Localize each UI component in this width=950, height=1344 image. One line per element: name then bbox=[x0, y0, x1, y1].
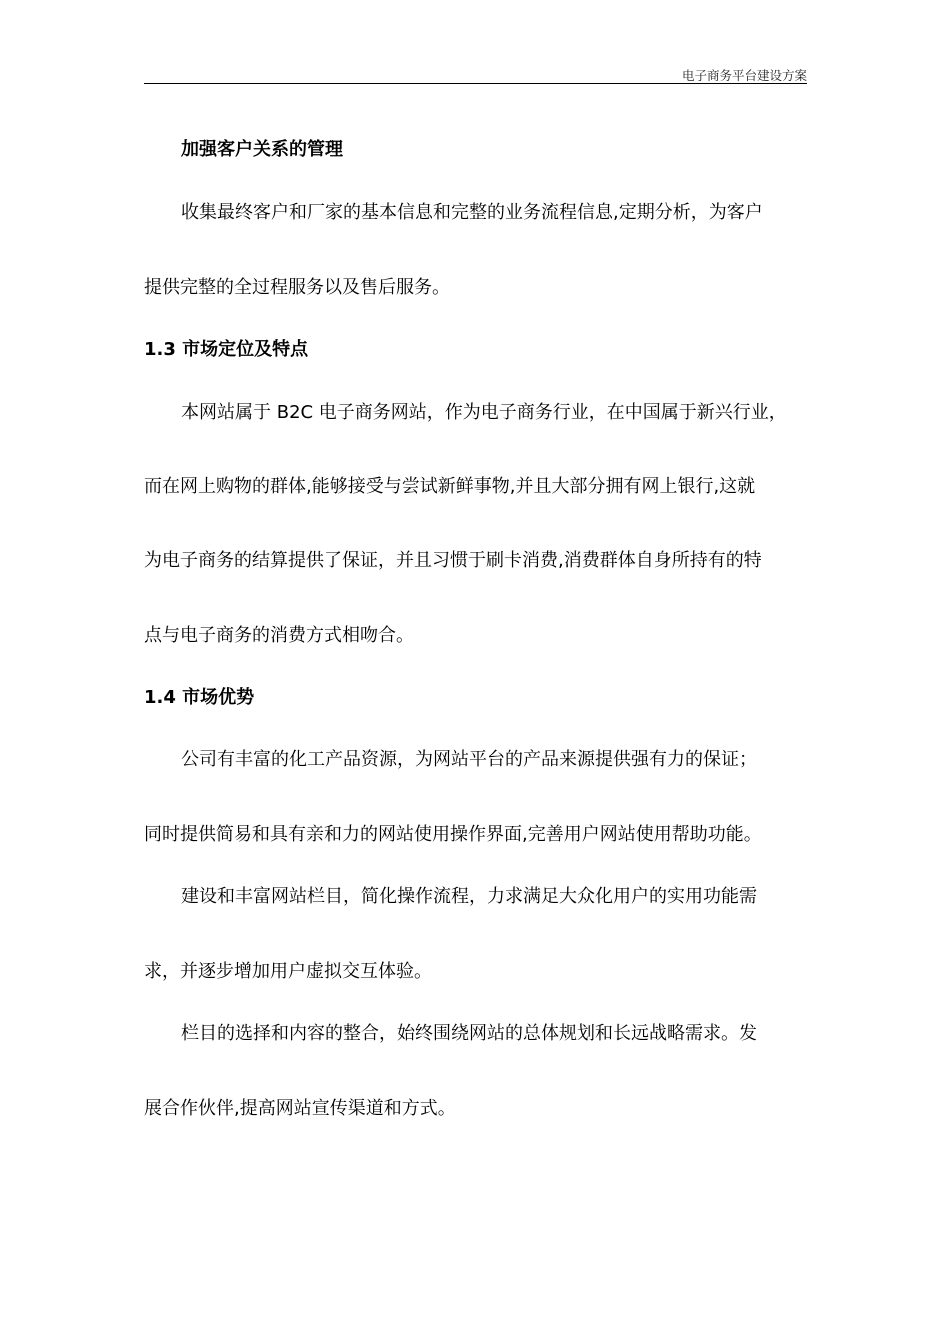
paragraph-line: 公司有丰富的化工产品资源，为网站平台的产品来源提供强有力的保证； bbox=[181, 749, 757, 770]
paragraph-line: 点与电子商务的消费方式相吻合。 bbox=[144, 625, 414, 646]
header-title: 电子商务平台建设方案 bbox=[681, 68, 807, 83]
section-heading-1-3: 1.3 市场定位及特点 bbox=[144, 339, 309, 360]
paragraph-line: 求，并逐步增加用户虚拟交互体验。 bbox=[144, 961, 432, 982]
paragraph-line: 展合作伙伴,提高网站宣传渠道和方式。 bbox=[144, 1098, 456, 1119]
header-divider bbox=[144, 83, 807, 84]
paragraph-line: 收集最终客户和厂家的基本信息和完整的业务流程信息,定期分析，为客户 bbox=[181, 202, 763, 223]
paragraph-line: 建设和丰富网站栏目，简化操作流程，力求满足大众化用户的实用功能需 bbox=[181, 886, 757, 907]
paragraph-line: 栏目的选择和内容的整合，始终围绕网站的总体规划和长远战略需求。发 bbox=[181, 1023, 757, 1044]
paragraph-line: 为电子商务的结算提供了保证，并且习惯于刷卡消费,消费群体自身所持有的特 bbox=[144, 550, 762, 571]
paragraph-line: 而在网上购物的群体,能够接受与尝试新鲜事物,并且大部分拥有网上银行,这就 bbox=[144, 476, 756, 497]
crm-heading: 加强客户关系的管理 bbox=[181, 139, 343, 160]
paragraph-line: 提供完整的全过程服务以及售后服务。 bbox=[144, 277, 450, 298]
paragraph-line: 本网站属于 B2C 电子商务网站，作为电子商务行业，在中国属于新兴行业， bbox=[181, 402, 787, 423]
section-heading-1-4: 1.4 市场优势 bbox=[144, 687, 255, 708]
paragraph-line: 同时提供简易和具有亲和力的网站使用操作界面,完善用户网站使用帮助功能。 bbox=[144, 824, 762, 845]
